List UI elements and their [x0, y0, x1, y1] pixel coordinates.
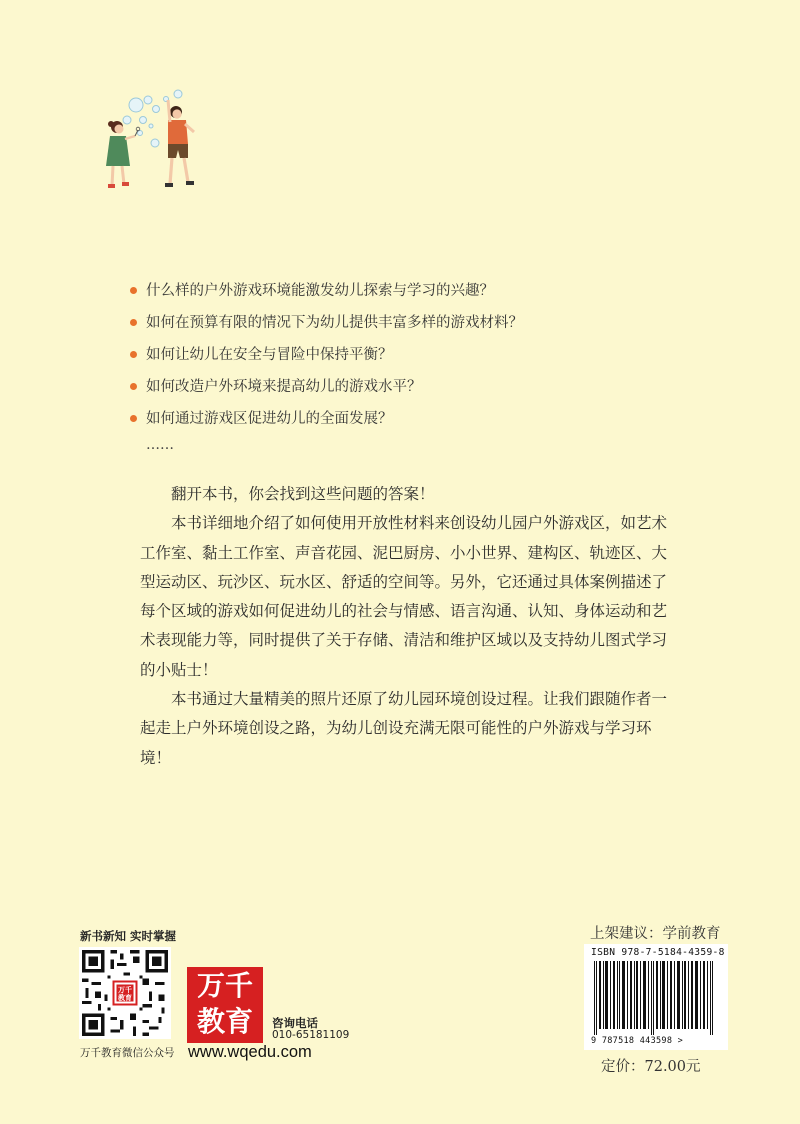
svg-text:教育: 教育: [118, 993, 132, 1002]
qr-code-icon[interactable]: [79, 947, 171, 1039]
question-text: 如何让幼儿在安全与冒险中保持平衡？: [146, 347, 393, 363]
question-item: [130, 307, 690, 339]
bullet-dot-icon: [130, 351, 137, 358]
phone-number: 010-65181109: [272, 1029, 350, 1041]
barcode-bars-icon: [592, 961, 720, 1035]
price: 定价：72.00元: [601, 1059, 701, 1075]
question-ellipsis: ……: [146, 437, 174, 453]
paragraph-details: 本书详细地介绍了如何使用开放性材料来创设幼儿园户外游戏区，如艺术工作室、黏土工作室、声音花园、泥巴厨房、小小世界、建构区、轨迹区、大型运动区、玩沙区、玩水区、舒适的空间等。另外，它还通过具体案例描述了每个区域的游戏如何促进幼儿的社会与情感、语言沟通、认知、身体运动和艺术表现能力等，同时提供了关于存储、清洁和维护区域以及支持幼儿图式学习的小贴士！: [140, 514, 668, 679]
question-text: 如何通过游戏区促进幼儿的全面发展？: [146, 411, 393, 427]
phone-label: 咨询电话: [272, 1016, 318, 1030]
bullet-dot-icon: [130, 383, 137, 390]
ean-digits: 9 787518 443598 >: [591, 1036, 684, 1046]
question-text: 什么样的户外游戏环境能激发幼儿探索与学习的兴趣？: [146, 283, 494, 299]
paragraph-intro: 翻开本书，你会找到这些问题的答案！: [171, 485, 435, 503]
svg-text:万千: 万千: [118, 986, 132, 995]
qr-caption-top: 新书新知 实时掌握: [80, 929, 177, 943]
shelf-suggestion: 上架建议：学前教育: [590, 926, 721, 942]
question-item: [130, 339, 690, 371]
question-text: 如何改造户外环境来提高幼儿的游戏水平？: [146, 379, 422, 395]
paragraph-closing: 本书通过大量精美的照片还原了幼儿园环境创设过程。让我们跟随作者一起走上户外环境创设之路，为幼儿创设充满无限可能性的户外游戏与学习环境！: [140, 690, 668, 767]
publisher-logo: [187, 967, 263, 1043]
question-item: [130, 371, 690, 403]
bullet-dot-icon: [130, 415, 137, 422]
description-body: [140, 480, 680, 773]
question-item: [130, 275, 690, 307]
bullet-dot-icon: [130, 287, 137, 294]
question-item: [130, 403, 690, 435]
children-bubbles-illustration: [98, 86, 210, 198]
logo-line2: 教育: [196, 1005, 253, 1038]
website-link[interactable]: www.wqedu.com: [188, 1043, 312, 1061]
isbn-text: ISBN 978-7-5184-4359-8: [591, 947, 725, 958]
question-text: 如何在预算有限的情况下为幼儿提供丰富多样的游戏材料？: [146, 315, 523, 331]
qr-caption-bottom: 万千教育微信公众号: [80, 1047, 175, 1059]
logo-line1: 万千: [196, 969, 253, 1002]
bullet-dot-icon: [130, 319, 137, 326]
question-list: [130, 275, 690, 459]
barcode: [584, 944, 728, 1050]
